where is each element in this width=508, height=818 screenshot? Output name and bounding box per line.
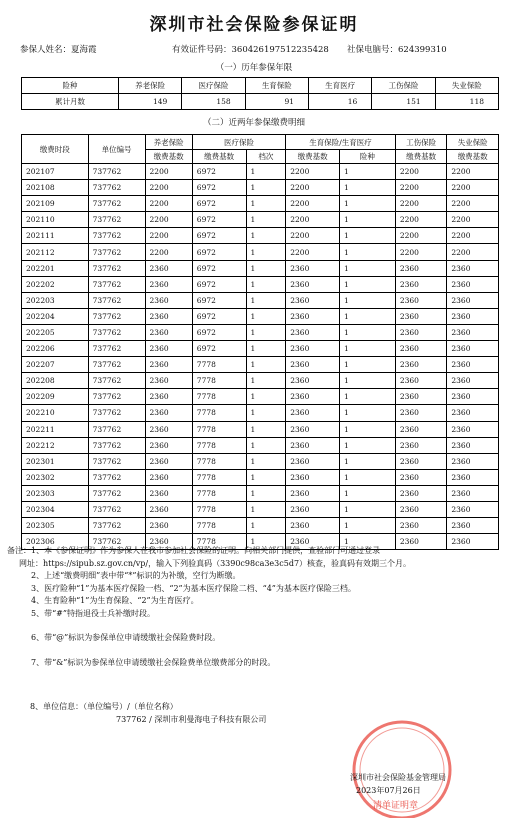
payment-details-table xyxy=(21,134,499,550)
table-cell: 6972 xyxy=(192,228,246,244)
table-cell: 6972 xyxy=(192,292,246,308)
payment-details-body xyxy=(22,164,499,550)
table-cell: 2360 xyxy=(447,453,499,469)
table-cell: 2200 xyxy=(145,228,192,244)
table-cell: 1 xyxy=(246,292,286,308)
column-header: 医疗保险 xyxy=(192,135,285,150)
column-header: 工伤保险 xyxy=(372,78,435,94)
table-cell: 1 xyxy=(339,518,395,534)
table-cell: 2360 xyxy=(145,324,192,340)
table-cell: 202109 xyxy=(22,196,89,212)
table-cell: 1 xyxy=(246,244,286,260)
table-cell: 2360 xyxy=(395,405,447,421)
table-cell: 202201 xyxy=(22,260,89,276)
section-2-title: （二）近两年参保缴费明细 xyxy=(202,118,305,128)
table-cell: 2360 xyxy=(395,485,447,501)
table-cell: 2360 xyxy=(447,421,499,437)
table-cell: 737762 xyxy=(88,276,145,292)
table-cell: 2360 xyxy=(145,518,192,534)
table-cell: 2360 xyxy=(395,324,447,340)
note-line: 备注：1、本《参保证明》作为参保人在我市参加社会保险的证明。向相关部门提供，查验部门可通过登录 xyxy=(7,546,381,555)
table-cell: 1 xyxy=(246,421,286,437)
table-row xyxy=(22,180,499,196)
table-cell: 2360 xyxy=(447,485,499,501)
table-cell: 2360 xyxy=(286,485,340,501)
table-cell: 1 xyxy=(246,276,286,292)
table-cell: 2200 xyxy=(145,196,192,212)
table-row xyxy=(22,421,499,437)
table-row xyxy=(22,405,499,421)
table-cell: 6972 xyxy=(192,212,246,228)
table-row xyxy=(22,228,499,244)
table-cell: 202203 xyxy=(22,292,89,308)
table-cell: 149 xyxy=(119,94,182,110)
table-cell: 2360 xyxy=(447,534,499,550)
table-cell: 151 xyxy=(372,94,435,110)
table-cell: 2360 xyxy=(395,389,447,405)
table-cell: 737762 xyxy=(88,180,145,196)
social-security-number: 社保电脑号：624399310 xyxy=(347,45,447,55)
table-cell: 2360 xyxy=(395,260,447,276)
table-cell: 2360 xyxy=(286,276,340,292)
table-cell: 1 xyxy=(246,357,286,373)
table-cell: 202210 xyxy=(22,405,89,421)
table-cell: 2360 xyxy=(286,324,340,340)
table-cell: 1 xyxy=(246,324,286,340)
table-cell: 2360 xyxy=(447,276,499,292)
table-cell: 2360 xyxy=(286,405,340,421)
column-header: 养老保险 xyxy=(119,78,182,94)
table-cell: 1 xyxy=(339,373,395,389)
table-cell: 2360 xyxy=(395,276,447,292)
table-cell: 2360 xyxy=(447,260,499,276)
table-cell: 2360 xyxy=(447,373,499,389)
table-cell: 737762 xyxy=(88,534,145,550)
column-header: 单位编号 xyxy=(88,135,145,164)
table-cell: 202204 xyxy=(22,308,89,324)
table-cell: 737762 xyxy=(88,341,145,357)
table-cell: 2360 xyxy=(286,421,340,437)
table-cell: 7778 xyxy=(192,469,246,485)
table-row xyxy=(22,373,499,389)
table-cell: 1 xyxy=(339,228,395,244)
table-cell: 7778 xyxy=(192,421,246,437)
table-cell: 1 xyxy=(246,260,286,276)
table-header-row xyxy=(22,135,499,150)
table-cell: 2200 xyxy=(145,180,192,196)
table-cell: 1 xyxy=(339,308,395,324)
column-subheader: 险种 xyxy=(339,150,395,164)
table-cell: 737762 xyxy=(88,244,145,260)
table-cell: 202209 xyxy=(22,389,89,405)
table-cell: 1 xyxy=(246,341,286,357)
table-cell: 2200 xyxy=(447,196,499,212)
table-cell: 6972 xyxy=(192,308,246,324)
table-cell: 2360 xyxy=(395,292,447,308)
table-cell: 2360 xyxy=(395,534,447,550)
table-cell: 2360 xyxy=(145,485,192,501)
table-cell: 737762 xyxy=(88,373,145,389)
table-cell: 2200 xyxy=(447,244,499,260)
table-cell: 737762 xyxy=(88,501,145,517)
table-cell: 2360 xyxy=(145,437,192,453)
table-cell: 2360 xyxy=(145,292,192,308)
column-header: 失业保险 xyxy=(435,78,498,94)
table-row xyxy=(22,485,499,501)
table-cell: 202207 xyxy=(22,357,89,373)
table-cell: 737762 xyxy=(88,164,145,180)
table-cell: 202303 xyxy=(22,485,89,501)
table-cell: 16 xyxy=(308,94,371,110)
table-cell: 202208 xyxy=(22,373,89,389)
notes-section xyxy=(7,545,497,669)
column-subheader: 档次 xyxy=(246,150,286,164)
table-cell: 737762 xyxy=(88,228,145,244)
table-cell: 2360 xyxy=(395,518,447,534)
column-header: 生育保险 xyxy=(245,78,308,94)
column-subheader: 缴费基数 xyxy=(192,150,246,164)
table-cell: 2360 xyxy=(447,518,499,534)
table-cell: 1 xyxy=(246,180,286,196)
table-cell: 2360 xyxy=(395,357,447,373)
table-cell: 2200 xyxy=(395,212,447,228)
column-subheader: 缴费基数 xyxy=(145,150,192,164)
table-cell: 2360 xyxy=(286,341,340,357)
table-cell: 737762 xyxy=(88,518,145,534)
table-cell: 2360 xyxy=(145,469,192,485)
table-cell: 6972 xyxy=(192,324,246,340)
table-cell: 202108 xyxy=(22,180,89,196)
column-header: 工伤保险 xyxy=(395,135,447,150)
table-cell: 2360 xyxy=(286,469,340,485)
table-cell: 1 xyxy=(339,453,395,469)
section-1-title: （一）历年参保年限 xyxy=(215,63,293,73)
table-cell: 1 xyxy=(339,485,395,501)
table-cell: 737762 xyxy=(88,389,145,405)
table-cell: 202305 xyxy=(22,518,89,534)
table-cell: 1 xyxy=(339,405,395,421)
table-cell: 2200 xyxy=(286,228,340,244)
table-cell: 7778 xyxy=(192,437,246,453)
note-line: 2、上述“缴费明细”表中带“*”标识的为补缴，空行为断缴。 xyxy=(31,571,241,580)
table-row xyxy=(22,357,499,373)
table-cell: 2200 xyxy=(286,196,340,212)
table-cell: 2360 xyxy=(286,308,340,324)
table-cell: 1 xyxy=(339,421,395,437)
table-cell: 2360 xyxy=(145,276,192,292)
table-cell: 202306 xyxy=(22,534,89,550)
table-cell: 202111 xyxy=(22,228,89,244)
table-row xyxy=(22,94,499,110)
table-cell: 202206 xyxy=(22,341,89,357)
table-cell: 2360 xyxy=(286,501,340,517)
table-cell: 737762 xyxy=(88,196,145,212)
column-header: 医疗保险 xyxy=(182,78,245,94)
table-cell: 202205 xyxy=(22,324,89,340)
table-cell: 7778 xyxy=(192,357,246,373)
table-cell: 2360 xyxy=(447,341,499,357)
table-row xyxy=(22,518,499,534)
table-row xyxy=(22,244,499,260)
table-cell: 1 xyxy=(246,308,286,324)
table-cell: 737762 xyxy=(88,405,145,421)
table-cell: 2360 xyxy=(286,437,340,453)
table-cell: 118 xyxy=(435,94,498,110)
insurance-years-table xyxy=(21,77,499,110)
note-line: 4、生育险种“1”为生育保险、“2”为生育医疗。 xyxy=(31,596,199,605)
column-subheader: 缴费基数 xyxy=(447,150,499,164)
table-cell: 2360 xyxy=(395,421,447,437)
table-cell: 2360 xyxy=(286,534,340,550)
column-header: 生育医疗 xyxy=(308,78,371,94)
table-cell: 202301 xyxy=(22,453,89,469)
table-row xyxy=(22,469,499,485)
table-row xyxy=(22,341,499,357)
table-cell: 2360 xyxy=(395,437,447,453)
table-cell: 1 xyxy=(246,501,286,517)
table-cell: 737762 xyxy=(88,485,145,501)
table-cell: 2200 xyxy=(286,180,340,196)
table-cell: 2200 xyxy=(145,244,192,260)
table-row xyxy=(22,164,499,180)
table-row xyxy=(22,501,499,517)
table-cell: 2360 xyxy=(447,292,499,308)
table-cell: 7778 xyxy=(192,485,246,501)
table-cell: 2360 xyxy=(145,421,192,437)
table-cell: 202202 xyxy=(22,276,89,292)
table-cell: 1 xyxy=(246,437,286,453)
table-row xyxy=(22,292,499,308)
table-cell: 202304 xyxy=(22,501,89,517)
table-cell: 2360 xyxy=(145,341,192,357)
table-row xyxy=(22,260,499,276)
table-cell: 2360 xyxy=(145,357,192,373)
table-cell: 202110 xyxy=(22,212,89,228)
table-cell: 2360 xyxy=(447,501,499,517)
table-row xyxy=(22,308,499,324)
table-cell: 2200 xyxy=(286,212,340,228)
table-cell: 7778 xyxy=(192,518,246,534)
id-number: 有效证件号码：360426197512235428 xyxy=(172,45,329,55)
table-cell: 1 xyxy=(339,437,395,453)
table-cell: 737762 xyxy=(88,453,145,469)
note-line: 7、带“&”标识为参保单位申请缓缴社会保险费单位缴费部分的时段。 xyxy=(31,657,276,667)
table-cell: 7778 xyxy=(192,501,246,517)
table-cell: 1 xyxy=(339,276,395,292)
document-title: 深圳市社会保险参保证明 xyxy=(149,15,359,35)
table-cell: 1 xyxy=(339,357,395,373)
column-subheader: 缴费基数 xyxy=(395,150,447,164)
table-cell: 737762 xyxy=(88,357,145,373)
table-cell: 2200 xyxy=(447,164,499,180)
table-cell: 7778 xyxy=(192,405,246,421)
table-cell: 7778 xyxy=(192,373,246,389)
table-cell: 2360 xyxy=(286,292,340,308)
table-cell: 737762 xyxy=(88,292,145,308)
table-cell: 2360 xyxy=(447,324,499,340)
table-cell: 1 xyxy=(246,373,286,389)
table-cell: 2200 xyxy=(395,164,447,180)
table-cell: 1 xyxy=(246,389,286,405)
table-cell: 1 xyxy=(339,341,395,357)
table-cell: 1 xyxy=(246,196,286,212)
column-header: 缴费时段 xyxy=(22,135,89,164)
table-cell: 2200 xyxy=(395,228,447,244)
note-line: 3、医疗险种“1”为基本医疗保险一档、“2”为基本医疗保险二档、“4”为基本医疗保险三档。 xyxy=(31,583,356,593)
table-cell: 6972 xyxy=(192,341,246,357)
seal-org-text: 深圳市社会保险基金管理局 xyxy=(350,773,446,782)
table-cell: 1 xyxy=(339,212,395,228)
table-cell: 202211 xyxy=(22,421,89,437)
table-cell: 1 xyxy=(246,453,286,469)
insured-name: 参保人姓名：夏海霞 xyxy=(20,45,97,55)
column-header: 生育保险/生育医疗 xyxy=(286,135,396,150)
column-header: 失业保险 xyxy=(447,135,499,150)
table-cell: 2200 xyxy=(447,180,499,196)
row-label: 累计月数 xyxy=(22,94,119,110)
table-cell: 1 xyxy=(339,389,395,405)
table-cell: 2360 xyxy=(145,260,192,276)
table-row xyxy=(22,324,499,340)
table-row xyxy=(22,212,499,228)
table-cell: 2360 xyxy=(447,357,499,373)
table-cell: 2360 xyxy=(447,308,499,324)
seal-label-text: 清单证明章 xyxy=(373,801,419,811)
table-cell: 2360 xyxy=(286,357,340,373)
table-cell: 737762 xyxy=(88,212,145,228)
table-header-row xyxy=(22,78,499,94)
table-cell: 2200 xyxy=(286,164,340,180)
table-cell: 1 xyxy=(339,324,395,340)
unit-info-value: 737762 / 深圳市利曼海电子科技有限公司 xyxy=(116,715,267,724)
table-cell: 1 xyxy=(246,164,286,180)
table-cell: 6972 xyxy=(192,196,246,212)
table-cell: 2360 xyxy=(145,308,192,324)
table-cell: 202302 xyxy=(22,469,89,485)
table-cell: 7778 xyxy=(192,453,246,469)
table-cell: 2360 xyxy=(145,389,192,405)
table-cell: 2360 xyxy=(447,405,499,421)
table-row xyxy=(22,437,499,453)
table-cell: 7778 xyxy=(192,389,246,405)
table-cell: 1 xyxy=(246,534,286,550)
table-cell: 2360 xyxy=(286,453,340,469)
table-cell: 91 xyxy=(245,94,308,110)
table-cell: 6972 xyxy=(192,180,246,196)
table-cell: 2360 xyxy=(447,437,499,453)
table-cell: 2200 xyxy=(395,196,447,212)
table-cell: 1 xyxy=(339,244,395,260)
table-cell: 1 xyxy=(246,228,286,244)
table-cell: 2360 xyxy=(145,405,192,421)
table-cell: 2360 xyxy=(395,341,447,357)
table-cell: 2200 xyxy=(447,212,499,228)
table-cell: 2360 xyxy=(145,373,192,389)
table-row xyxy=(22,453,499,469)
table-cell: 2360 xyxy=(395,501,447,517)
table-cell: 1 xyxy=(339,180,395,196)
table-cell: 2360 xyxy=(145,534,192,550)
note-line: 5、带“#”特指退役士兵补缴时段。 xyxy=(31,608,155,618)
table-cell: 202212 xyxy=(22,437,89,453)
official-seal xyxy=(340,718,460,818)
table-cell: 737762 xyxy=(88,324,145,340)
table-cell: 202107 xyxy=(22,164,89,180)
table-cell: 158 xyxy=(182,94,245,110)
table-cell: 1 xyxy=(246,212,286,228)
table-cell: 1 xyxy=(339,164,395,180)
table-cell: 6972 xyxy=(192,276,246,292)
column-header: 养老保险 xyxy=(145,135,192,150)
table-cell: 6972 xyxy=(192,244,246,260)
table-cell: 7778 xyxy=(192,534,246,550)
table-cell: 2200 xyxy=(395,180,447,196)
table-cell: 2360 xyxy=(395,453,447,469)
table-cell: 1 xyxy=(339,196,395,212)
table-cell: 2360 xyxy=(447,469,499,485)
table-cell: 1 xyxy=(339,469,395,485)
unit-info xyxy=(30,700,266,726)
table-cell: 202112 xyxy=(22,244,89,260)
table-cell: 1 xyxy=(339,534,395,550)
table-cell: 2360 xyxy=(145,501,192,517)
table-cell: 2360 xyxy=(395,308,447,324)
table-cell: 2200 xyxy=(447,228,499,244)
table-cell: 737762 xyxy=(88,308,145,324)
table-cell: 1 xyxy=(246,485,286,501)
table-cell: 2360 xyxy=(145,453,192,469)
table-cell: 737762 xyxy=(88,469,145,485)
column-header: 险种 xyxy=(22,78,119,94)
table-cell: 2360 xyxy=(447,389,499,405)
table-cell: 2200 xyxy=(145,212,192,228)
table-cell: 2360 xyxy=(286,373,340,389)
column-subheader: 缴费基数 xyxy=(286,150,340,164)
table-cell: 737762 xyxy=(88,437,145,453)
table-row xyxy=(22,196,499,212)
table-cell: 2360 xyxy=(286,260,340,276)
table-cell: 1 xyxy=(246,469,286,485)
table-cell: 1 xyxy=(339,260,395,276)
table-cell: 2200 xyxy=(286,244,340,260)
seal-date-text: 2023年07月26日 xyxy=(356,786,421,795)
table-cell: 6972 xyxy=(192,164,246,180)
table-cell: 737762 xyxy=(88,421,145,437)
table-cell: 1 xyxy=(339,292,395,308)
table-cell: 2360 xyxy=(395,469,447,485)
table-row xyxy=(22,276,499,292)
table-cell: 2360 xyxy=(286,518,340,534)
table-cell: 737762 xyxy=(88,260,145,276)
table-row xyxy=(22,389,499,405)
table-cell: 2360 xyxy=(286,389,340,405)
table-cell: 2200 xyxy=(395,244,447,260)
table-cell: 1 xyxy=(339,501,395,517)
note-line: 6、带“@”标识为参保单位申请缓缴社会保险费时段。 xyxy=(31,633,221,642)
note-line: 网址：https://sipub.sz.gov.cn/vp/，输入下列验真码（3390c98ca3e3c5d7）核查，验真码有效期三个月。 xyxy=(19,558,412,568)
table-cell: 2200 xyxy=(145,164,192,180)
unit-info-label: 8、单位信息：（单位编号）/（单位名称） xyxy=(30,702,178,711)
table-cell: 2360 xyxy=(395,373,447,389)
table-cell: 1 xyxy=(246,405,286,421)
table-cell: 6972 xyxy=(192,260,246,276)
table-cell: 1 xyxy=(246,518,286,534)
